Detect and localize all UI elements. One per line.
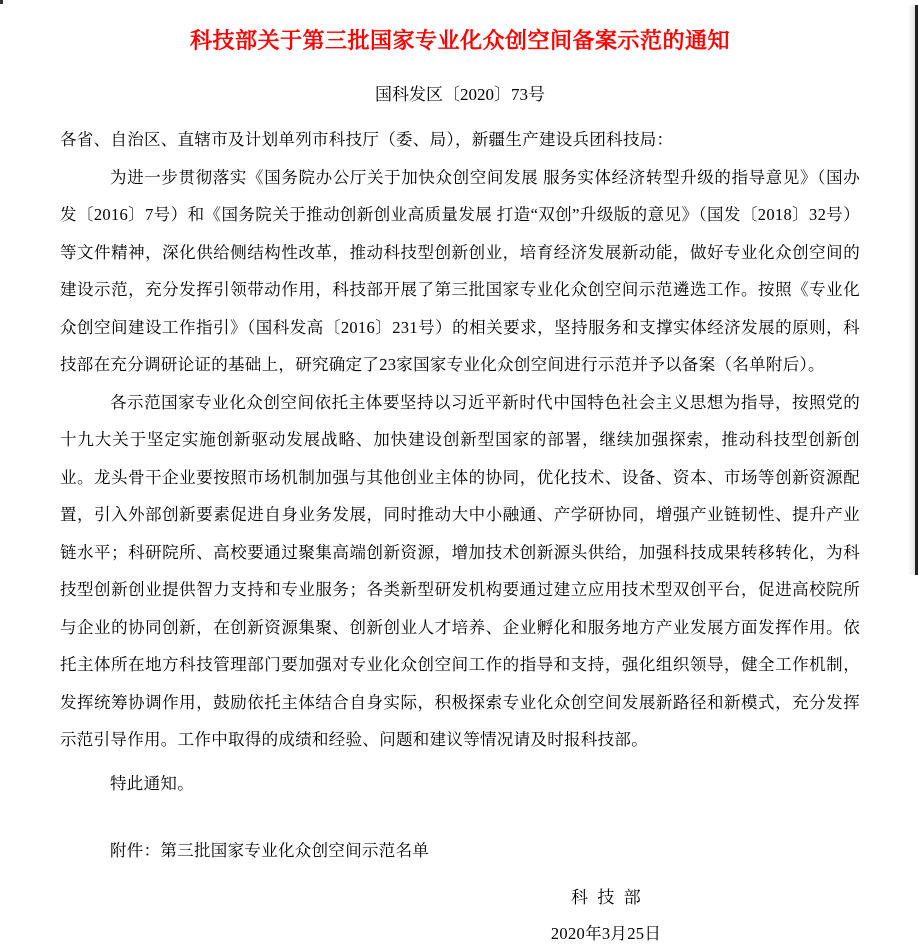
signer-name: 科 技 部 xyxy=(570,887,642,907)
signature-date: 2020年3月25日 xyxy=(550,923,662,943)
paragraph-policy-basis: 为进一步贯彻落实《国务院办公厅关于加快众创空间发展 服务实体经济转型升级的指导意见》（国办发〔2016〕7号）和《国务院关于推动创新创业高质量发展 打造“双创”升级版的意见》（国发〔2018〕32号）等文件精神，深化供给侧结构性改革，推动科技型创新创业，培育经济发展新动能，做好专业化众创空间的建设示范，充分发挥引领带动作用，科技部开展了第三批国家专业化众创空间示范遴选工作。按照《专业化众创空间建设工作指引》（国科发高〔2016〕231号）的相关要求，坚持服务和支撑实体经济发展的原则，科技部在充分调研论证的基础上，研究确定了23家国家专业化众创空间进行示范并予以备案（名单附后）。 xyxy=(60,167,860,374)
document-number: 国科发区〔2020〕73号 xyxy=(375,85,545,104)
salutation-line: 各省、自治区、直辖市及计划单列市科技厅（委、局），新疆生产建设兵团科技局： xyxy=(60,130,674,149)
signature-block xyxy=(456,880,756,952)
corner-artifact xyxy=(0,0,3,4)
closing-line: 特此通知。 xyxy=(110,773,194,793)
document-title: 科技部关于第三批国家专业化众创空间备案示范的通知 xyxy=(189,28,730,53)
document-body xyxy=(60,121,860,952)
page-edge-shadow xyxy=(908,5,915,575)
attachment-line: 附件：第三批国家专业化众创空间示范名单 xyxy=(110,841,430,860)
paragraph-requirements: 各示范国家专业化众创空间依托主体要坚持以习近平新时代中国特色社会主义思想为指导，按照党的十九大关于坚定实施创新驱动发展战略、加快建设创新型国家的部署，继续加强探索，推动科技型创新创业。龙头骨干企业要按照市场机制加强与其他创业主体的协同，优化技术、设备、资本、市场等创新资源配置，引入外部创新要素促进自身业务发展，同时推动大中小融通、产学研协同，增强产业链韧性、提升产业链水平；科研院所、高校要通过聚集高端创新资源，增加技术创新源头供给，加强科技成果转移转化，为科技型创新创业提供智力支持和专业服务；各类新型研发机构要通过建立应用技术型双创平台，促进高校院所与企业的协同创新，在创新资源集聚、创新创业人才培养、企业孵化和服务地方产业发展方面发挥作用。依托主体所在地方科技管理部门要加强对专业化众创空间工作的指导和支持，强化组织领导，健全工作机制，发挥统筹协调作用，鼓励依托主体结合自身实际，积极探索专业化众创空间发展新路径和新模式，充分发挥示范引导作用。工作中取得的成绩和经验、问题和建议等情况请及时报科技部。 xyxy=(60,392,860,749)
